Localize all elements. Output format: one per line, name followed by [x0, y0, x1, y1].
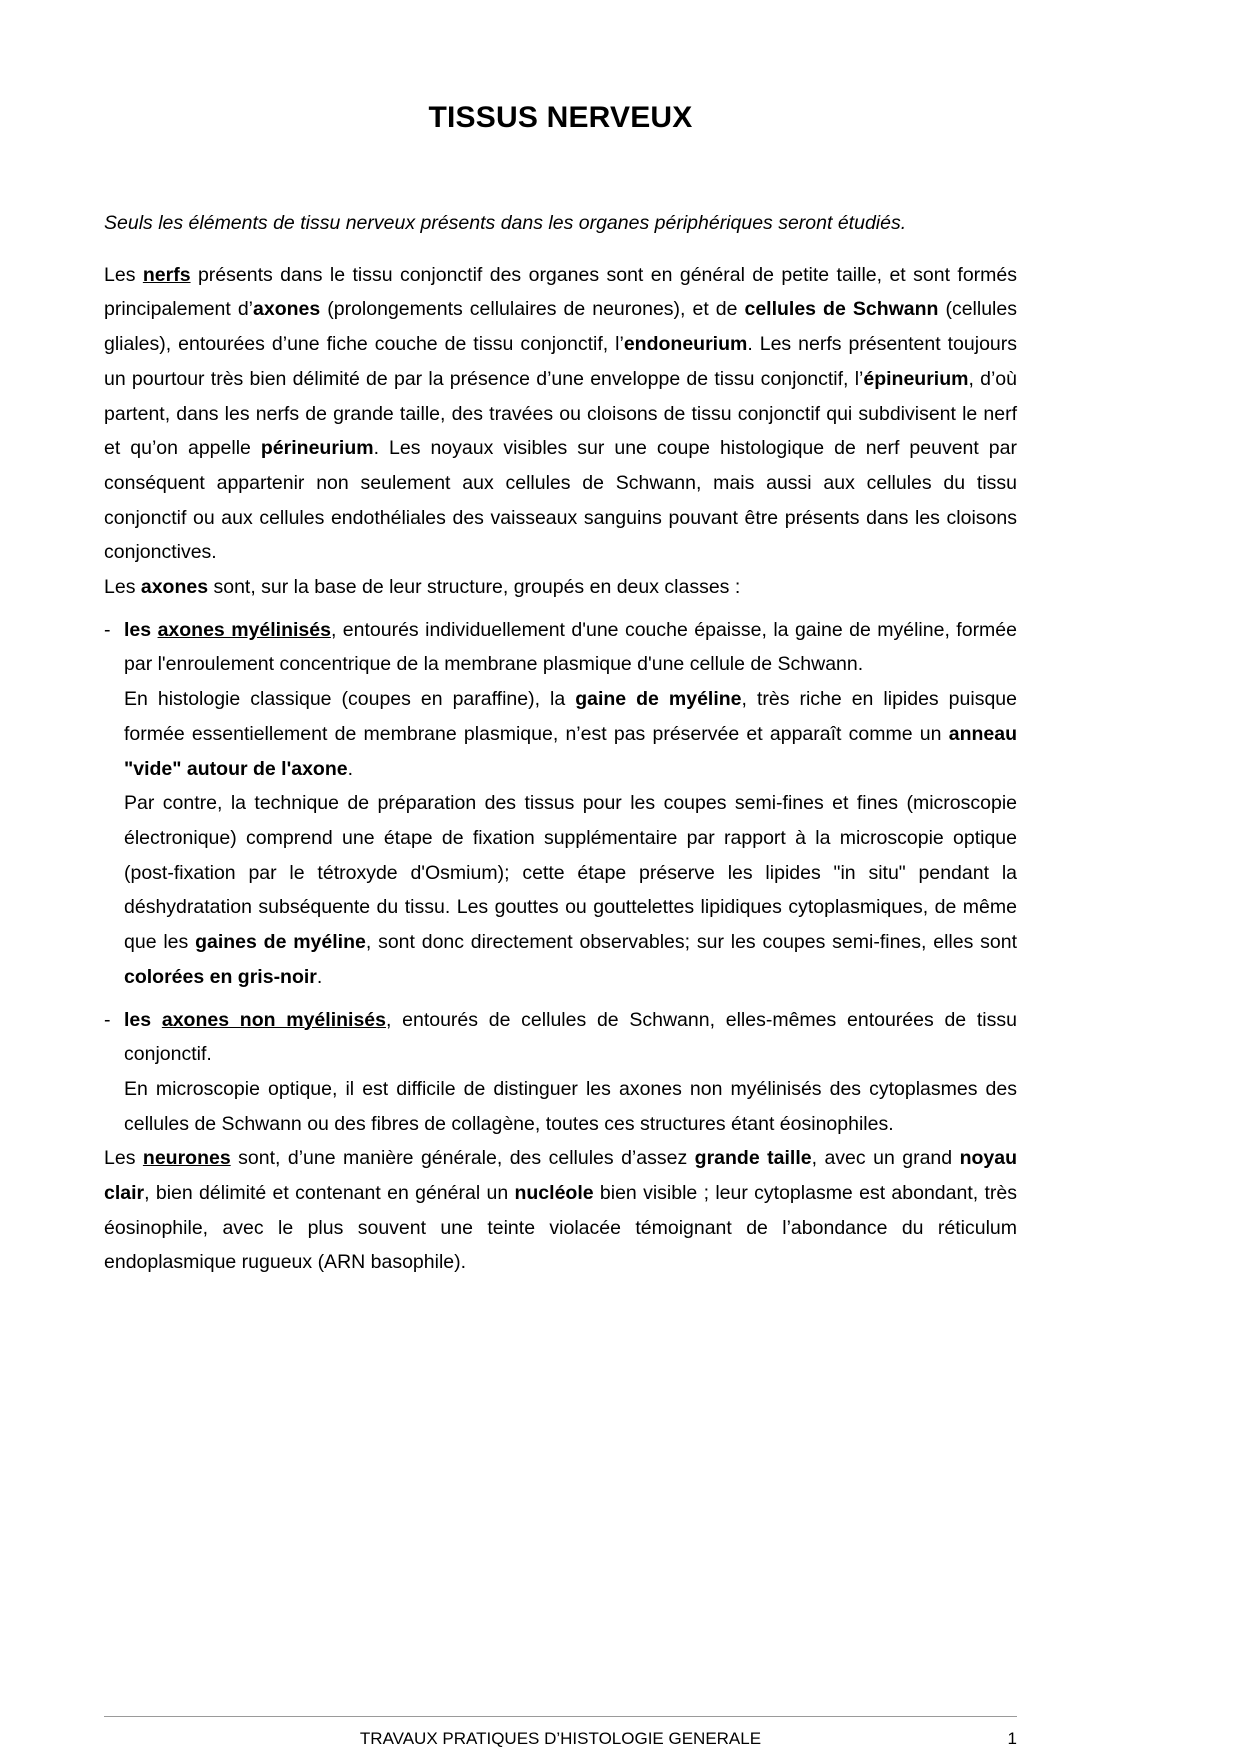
term-nerfs: nerfs	[142, 263, 191, 286]
term-gaine-de-myeline: gaine de myéline	[575, 688, 742, 711]
list-item-text: les axones myélinisés, entourés individuellement d'une couche épaisse, la gaine de myéline, formée par l'enroulement concentrique de la membrane plasmique d'une cellule de Schwann.	[124, 618, 1017, 676]
footer-divider	[104, 1716, 1017, 1717]
footer-title: TRAVAUX PRATIQUES D’HISTOLOGIE GENERALE	[359, 1729, 762, 1748]
term-gaines-de-myeline: gaines de myéline	[195, 931, 366, 954]
page-title: TISSUS NERVEUX	[428, 101, 693, 134]
term-colorees-gris-noir: colorées en gris-noir	[124, 965, 317, 988]
list-item-axones-myelinises	[104, 613, 1017, 682]
term-perineurium: périneurium	[260, 437, 374, 460]
list-item-text-2: les axones non myélinisés, entourés de cellules de Schwann, elles-mêmes entourées de tissu conjonctif.	[124, 1008, 1017, 1066]
intro-text: Seuls les éléments de tissu nerveux présents dans les organes périphériques seront étudiés.	[104, 212, 907, 234]
term-axones-myelinises: axones myélinisés	[157, 618, 331, 641]
term-epineurium: épineurium	[863, 367, 969, 390]
list-item-axones-non-myelinises	[104, 1003, 1017, 1072]
document-content	[104, 0, 1017, 1280]
bullet-marker-icon-2: -	[104, 1008, 111, 1031]
term-axones: axones	[253, 298, 321, 321]
term-noyau-clair: noyau clair	[104, 1147, 1018, 1205]
term-anneau-vide: anneau "vide" autour de l'axone	[124, 722, 1017, 780]
paragraph-histologie-classique: En histologie classique (coupes en paraffine), la gaine de myéline, très riche en lipides puisque formée essentiellement de membrane plasmique, n’est pas préservée et apparaît comme un anneau "vide" autour de l'axone.	[124, 688, 1017, 780]
paragraph-neurones: Les neurones sont, d’une manière générale, des cellules d’assez grande taille, avec un grand noyau clair, bien délimité et contenant en général un nucléole bien visible ; leur cytoplasme est abondant, très éosinophile, avec le plus souvent une teinte violacée témoignant de l’abondance du réticulum endoplasmique rugueux (ARN basophile).	[104, 1147, 1018, 1274]
term-neurones: neurones	[142, 1147, 231, 1170]
paragraph-axones-classes: Les axones sont, sur la base de leur structure, groupés en deux classes :	[104, 576, 741, 599]
paragraph-nerfs: Les nerfs présents dans le tissu conjonctif des organes sont en général de petite taille, et sont formés principalement d’axones (prolongements cellulaires de neurones), et de cellules de Schwann (cellules gliales), entourées d’une fiche couche de tissu conjonctif, l’endoneurium. Les nerfs présentent toujours un pourtour très bien délimité de par la présence d’une enveloppe de tissu conjonctif, l’épineurium, d’où partent, dans les nerfs de grande taille, des travées ou cloisons de tissu conjonctif qui subdivisent le nerf et qu’on appelle périneurium. Les noyaux visibles sur une coupe histologique de nerf peuvent par conséquent appartenir non seulement aux cellules de Schwann, mais aussi aux cellules du tissu conjonctif ou aux cellules endothéliales des vaisseaux sanguins pouvant être présents dans les cloisons conjonctives.	[104, 263, 1018, 564]
page-footer	[104, 1716, 1017, 1755]
bullet-marker-icon: -	[104, 618, 111, 641]
paragraph-par-contre: Par contre, la technique de préparation des tissus pour les coupes semi-fines et fines (microscopie électronique) comprend une étape de fixation supplémentaire par rapport à la microscopie optique (post-fixation par le tétroxyde d'Osmium); cette étape préserve les lipides "in situ" pendant la déshydratation subséquente du tissu. Les gouttes ou gouttelettes lipidiques cytoplasmiques, de même que les gaines de myéline, sont donc directement observables; sur les coupes semi-fines, elles sont colorées en gris-noir.	[124, 792, 1017, 988]
term-grande-taille: grande taille	[694, 1147, 812, 1170]
term-nucleole: nucléole	[514, 1182, 594, 1205]
term-cellules-de-schwann: cellules de Schwann	[744, 298, 939, 321]
intro-italic-line	[104, 209, 1017, 238]
term-endoneurium: endoneurium	[623, 333, 748, 356]
paragraph-microscopie-optique: En microscopie optique, il est difficile de distinguer les axones non myélinisés des cytoplasmes des cellules de Schwann ou des fibres de collagène, toutes ces structures étant éosinophiles.	[124, 1077, 1017, 1135]
footer-row	[104, 1729, 1017, 1755]
term-axones-2: axones	[140, 576, 209, 599]
footer-page-number: 1	[1007, 1729, 1017, 1748]
term-axones-non-myelinises: axones non myélinisés	[161, 1008, 386, 1031]
